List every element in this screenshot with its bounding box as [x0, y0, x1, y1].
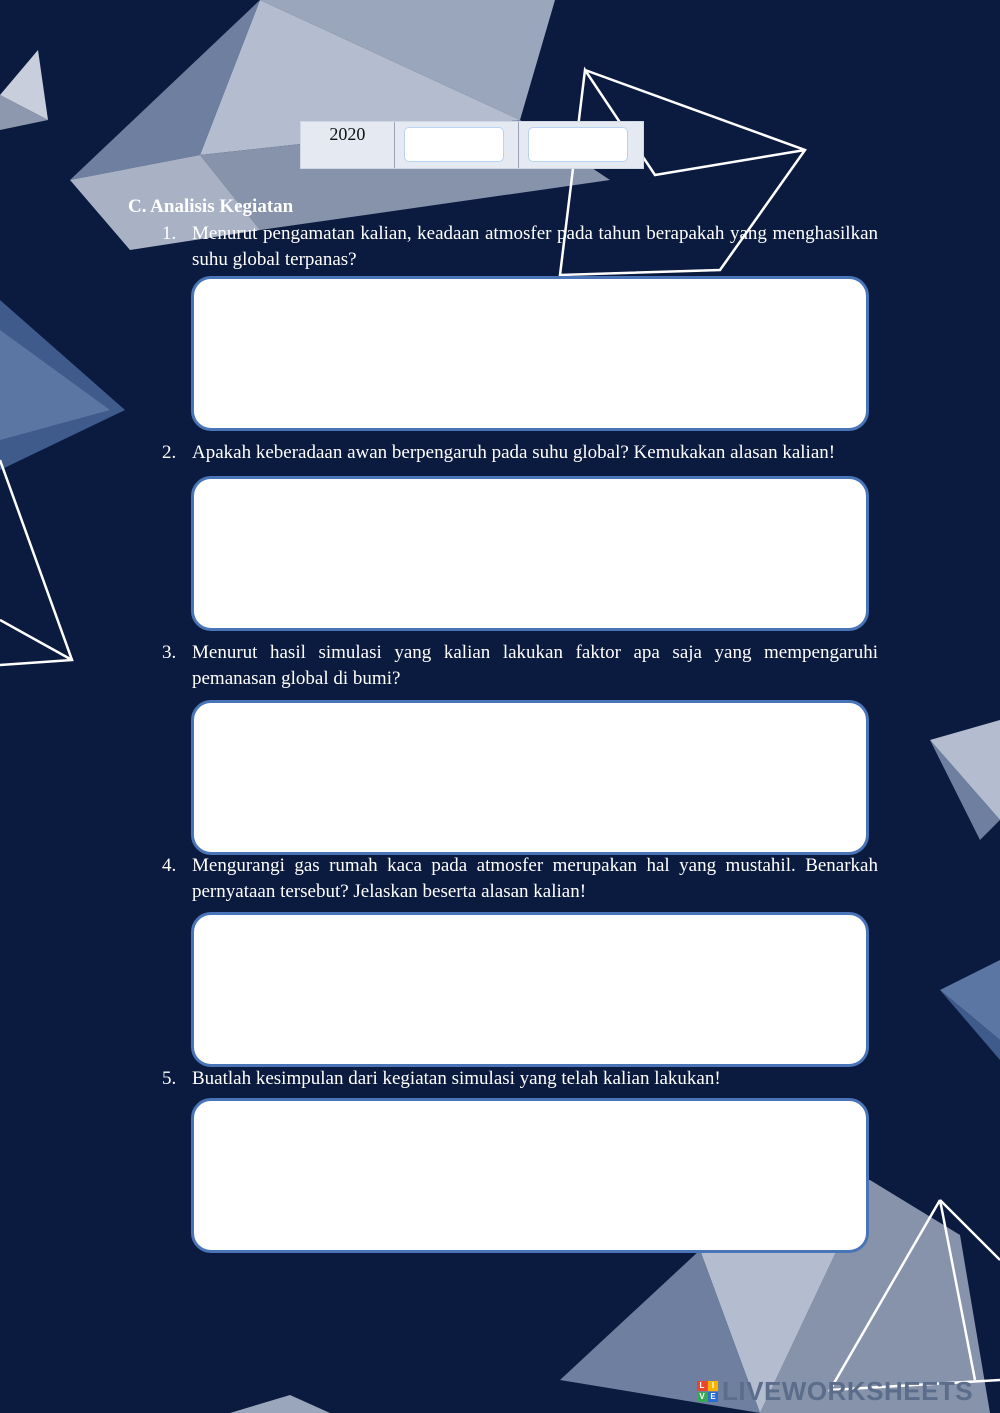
question-text: Apakah keberadaan awan berpengaruh pada suhu global? Kemukakan alasan kalian!: [192, 442, 836, 463]
question-text: Buatlah kesimpulan dari kegiatan simulasi yang telah kalian lakukan!: [192, 1068, 721, 1089]
question-number: 5.: [162, 1068, 177, 1089]
question-number: 3.: [162, 642, 177, 663]
answer-box-4[interactable]: [191, 912, 869, 1067]
question-3: [162, 640, 878, 692]
logo-icon: L I V E: [697, 1381, 718, 1402]
question-text: Mengurangi gas rumah kaca pada atmosfer merupakan hal yang mustahil. Benarkah pernyataan tersebut? Jelaskan beserta alasan kalian!: [192, 855, 878, 902]
answer-box-2[interactable]: [191, 476, 869, 631]
liveworksheets-logo: [697, 1376, 973, 1407]
question-2: [162, 440, 878, 466]
question-text: Menurut pengamatan kalian, keadaan atmosfer pada tahun berapakah yang menghasilkan suhu global terpanas?: [192, 223, 878, 270]
question-text: Menurut hasil simulasi yang kalian lakukan faktor apa saja yang mempengaruhi pemanasan global di bumi?: [192, 642, 878, 689]
question-1: [162, 221, 878, 273]
table-cell-3: [519, 122, 643, 168]
data-table-row: [300, 121, 644, 169]
question-4: [162, 853, 878, 905]
question-5: [162, 1066, 878, 1092]
section-heading: C. Analisis Kegiatan: [128, 196, 294, 217]
answer-box-3[interactable]: [191, 700, 869, 855]
table-input-2[interactable]: [528, 127, 628, 162]
year-cell: 2020: [301, 122, 395, 168]
question-number: 2.: [162, 442, 177, 463]
question-number: 4.: [162, 855, 177, 876]
logo-text: LIVEWORKSHEETS: [722, 1376, 974, 1406]
question-number: 1.: [162, 223, 177, 244]
answer-box-1[interactable]: [191, 276, 869, 431]
table-cell-2: [395, 122, 520, 168]
answer-box-5[interactable]: [191, 1098, 869, 1253]
table-input-1[interactable]: [404, 127, 504, 162]
